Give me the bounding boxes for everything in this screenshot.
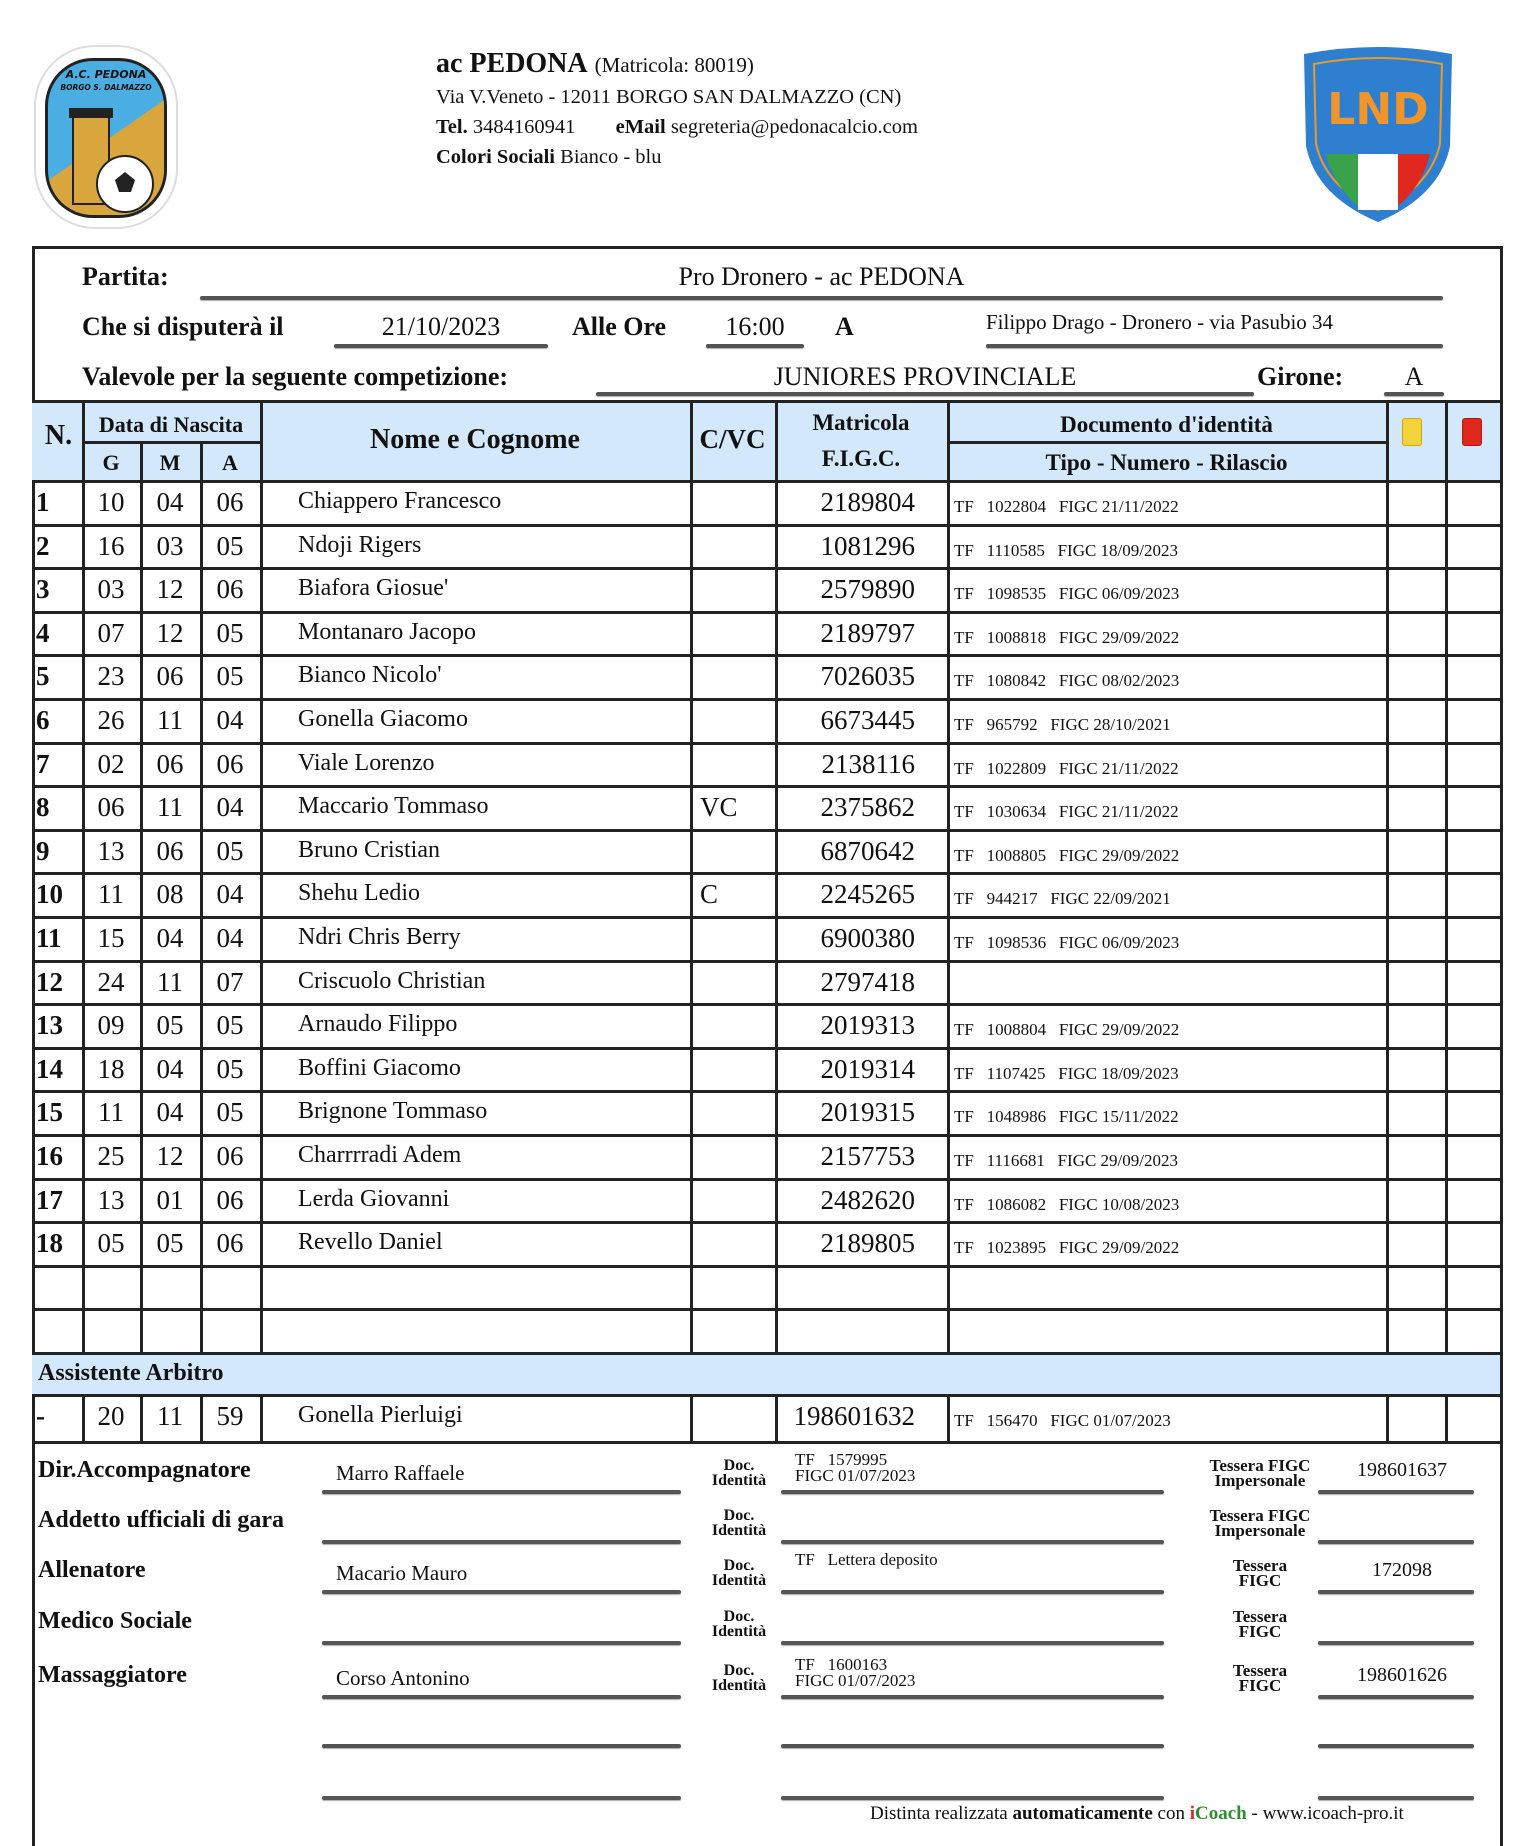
card-label-2: FIGC xyxy=(1238,1676,1282,1695)
birth-year[interactable]: 06 xyxy=(216,1184,244,1215)
birth-month[interactable]: 05 xyxy=(156,1010,184,1041)
player-number: 11 xyxy=(36,923,62,953)
grid-hline xyxy=(32,785,1503,788)
staff-card-underline xyxy=(1318,1695,1474,1699)
grid-hline xyxy=(32,1265,1503,1268)
staff-doc-line-1[interactable]: TF 1579995 xyxy=(795,1450,888,1469)
identity-document[interactable]: TF 1048986 FIGC 15/11/2022 xyxy=(954,1107,1179,1127)
grid-hline xyxy=(32,1221,1503,1224)
staff-card-underline xyxy=(1318,1540,1474,1544)
assistant-section-label: Assistente Arbitro xyxy=(38,1360,224,1386)
identity-document[interactable]: TF 1022804 FIGC 21/11/2022 xyxy=(954,497,1179,516)
player-number: 1 xyxy=(36,487,50,517)
staff-doc-line-2[interactable]: FIGC 01/07/2023 xyxy=(795,1671,916,1690)
grid-hline xyxy=(32,1178,1503,1181)
grid-hline xyxy=(32,1394,1503,1397)
th-matricola-2: F.I.G.C. xyxy=(821,446,901,471)
birth-month[interactable]: 04 xyxy=(156,1053,184,1084)
player-name[interactable]: Gonella Pierluigi xyxy=(298,1402,463,1428)
staff-card-underline xyxy=(1318,1641,1474,1645)
staff-doc-underline xyxy=(781,1540,1164,1544)
player-name[interactable]: Ndoji Rigers xyxy=(298,531,422,558)
identity-document[interactable]: TF 1080842 FIGC 08/02/2023 xyxy=(954,671,1180,691)
birth-year[interactable]: 06 xyxy=(216,487,244,517)
identity-document[interactable]: TF 1086082 FIGC 10/08/2023 xyxy=(954,1194,1180,1214)
birth-month[interactable]: 04 xyxy=(156,1097,184,1128)
staff-doc-underline xyxy=(781,1490,1164,1494)
partita-underline xyxy=(200,296,1443,300)
time-label: Alle Ore xyxy=(572,312,667,341)
venue-label: A xyxy=(835,312,854,341)
birth-year[interactable]: 04 xyxy=(216,879,244,910)
th-month: M xyxy=(159,450,181,475)
partita-value[interactable]: Pro Dronero - ac PEDONA xyxy=(678,262,965,291)
birth-day[interactable]: 06 xyxy=(97,792,125,823)
grid-hline xyxy=(32,1441,1503,1444)
birth-month[interactable]: 11 xyxy=(157,1401,183,1431)
player-name[interactable]: Charrrradi Adem xyxy=(298,1142,462,1168)
card-label-1: Tessera FIGC xyxy=(1209,1456,1311,1475)
club-matricola: (Matricola: 80019) xyxy=(594,53,754,77)
birth-month[interactable]: 06 xyxy=(156,835,184,866)
date-value[interactable]: 21/10/2023 xyxy=(381,312,501,341)
th-doc-2: Tipo - Numero - Rilascio xyxy=(1045,450,1288,475)
birth-year[interactable]: 06 xyxy=(216,1141,244,1171)
birth-day[interactable]: 16 xyxy=(97,530,125,561)
blank-doc-underline[interactable] xyxy=(781,1796,1164,1800)
footer-text-1: Distinta realizzata xyxy=(870,1803,1013,1824)
figc-matricola[interactable]: 2482620 xyxy=(820,1184,915,1215)
birth-month[interactable]: 01 xyxy=(156,1184,184,1215)
th-day: G xyxy=(102,450,120,475)
grid-vline xyxy=(1386,1394,1389,1441)
grid-vline xyxy=(1386,400,1389,1352)
staff-doc-underline xyxy=(781,1695,1164,1699)
club-contacts xyxy=(436,114,918,140)
birth-day[interactable]: 25 xyxy=(97,1141,125,1171)
figc-matricola[interactable]: 2189805 xyxy=(820,1228,915,1259)
club-address: Via V.Veneto - 12011 BORGO SAN DALMAZZO (CN) xyxy=(436,86,902,108)
player-name[interactable]: Viale Lorenzo xyxy=(298,749,435,776)
svg-text:LND: LND xyxy=(1327,84,1429,135)
grid-hline xyxy=(32,1047,1503,1050)
player-name[interactable]: Brignone Tommaso xyxy=(298,1098,488,1125)
birth-year[interactable]: 04 xyxy=(216,923,244,953)
grid-vline xyxy=(690,1394,693,1441)
grid-hline xyxy=(32,742,1503,745)
birth-day[interactable]: 18 xyxy=(97,1053,125,1084)
identity-document[interactable]: TF 1008804 FIGC 29/09/2022 xyxy=(954,1020,1180,1040)
assistant-band-bg xyxy=(32,1352,1500,1394)
staff-doc-line-1[interactable]: TF Lettera deposito xyxy=(795,1550,938,1569)
card-label-1: Tessera xyxy=(1232,1556,1288,1575)
staff-name-underline xyxy=(322,1540,681,1544)
colors-label: Colori Sociali xyxy=(436,146,556,168)
player-name[interactable]: Maccario Tommaso xyxy=(298,793,489,820)
doc-label-2: Identità xyxy=(711,1472,767,1489)
birth-year[interactable]: 05 xyxy=(216,1053,244,1084)
identity-document[interactable]: TF 1098535 FIGC 06/09/2023 xyxy=(954,584,1180,604)
identity-document[interactable]: TF 1110585 FIGC 18/09/2023 xyxy=(954,540,1179,560)
icoach-brand-i: i xyxy=(1189,1803,1196,1824)
doc-label-1: Doc. xyxy=(723,1507,755,1524)
grid-hline xyxy=(32,400,1503,403)
venue-value[interactable]: Filippo Drago - Dronero - via Pasubio 34 xyxy=(986,310,1334,334)
staff-doc-line-1[interactable]: TF 1600163 xyxy=(795,1655,888,1674)
red-card-icon xyxy=(1462,418,1482,446)
grid-hline xyxy=(32,1352,1503,1355)
competition-label: Valevole per la seguente competizione: xyxy=(82,362,509,391)
grid-hline xyxy=(32,698,1503,701)
girone-label: Girone: xyxy=(1257,362,1344,391)
birth-day[interactable]: 26 xyxy=(97,705,125,735)
player-name[interactable]: Biafora Giosue' xyxy=(298,575,449,602)
figc-matricola[interactable]: 2019313 xyxy=(820,1010,915,1041)
grid-vline xyxy=(947,400,950,1352)
card-label-1: Tessera FIGC xyxy=(1209,1506,1311,1525)
player-number: 12 xyxy=(36,966,63,997)
birth-year[interactable]: 05 xyxy=(216,1097,244,1128)
doc-label-2: Identità xyxy=(711,1572,767,1589)
girone-underline xyxy=(1384,392,1444,396)
grid-hline xyxy=(32,872,1503,875)
identity-document[interactable]: TF 1116681 FIGC 29/09/2023 xyxy=(954,1151,1179,1170)
grid-vline xyxy=(1445,400,1448,1352)
birth-month[interactable]: 06 xyxy=(156,661,184,692)
blank-doc-underline[interactable] xyxy=(781,1744,1164,1748)
staff-name-underline xyxy=(322,1641,681,1645)
staff-role: Massaggiatore xyxy=(38,1662,187,1688)
figc-matricola[interactable]: 2245265 xyxy=(820,879,915,910)
staff-name-underline xyxy=(322,1490,681,1494)
doc-label-1: Doc. xyxy=(723,1662,755,1679)
date-underline xyxy=(334,344,548,348)
th-cvc: C/VC xyxy=(699,424,766,454)
footer-url[interactable]: - www.icoach-pro.it xyxy=(1246,1803,1404,1824)
svg-text:BORGO S. DALMAZZO: BORGO S. DALMAZZO xyxy=(60,83,152,92)
birth-month[interactable]: 04 xyxy=(156,487,184,517)
grid-hline xyxy=(947,441,1386,444)
card-label-2: FIGC xyxy=(1238,1571,1282,1590)
staff-name[interactable]: Corso Antonino xyxy=(336,1666,470,1690)
grid-hline xyxy=(32,916,1503,919)
figc-matricola[interactable]: 1081296 xyxy=(820,530,915,561)
staff-name-underline xyxy=(322,1590,681,1594)
identity-document[interactable]: TF 1008818 FIGC 29/09/2022 xyxy=(954,627,1180,647)
th-name: Nome e Cognome xyxy=(370,424,580,455)
staff-role: Medico Sociale xyxy=(38,1608,192,1634)
birth-month[interactable]: 04 xyxy=(156,923,184,953)
staff-card-number[interactable]: 198601626 xyxy=(1357,1664,1447,1686)
card-label-1: Tessera xyxy=(1232,1661,1288,1680)
time-underline xyxy=(706,344,804,348)
birth-month[interactable]: 12 xyxy=(156,574,184,605)
figc-matricola[interactable]: 2797418 xyxy=(820,966,915,997)
birth-month[interactable]: 11 xyxy=(157,705,183,735)
player-name[interactable]: Montanaro Jacopo xyxy=(298,618,476,645)
birth-day[interactable]: 07 xyxy=(97,617,125,648)
staff-card-underline xyxy=(1318,1490,1474,1494)
grid-hline xyxy=(32,567,1503,570)
player-number: - xyxy=(36,1401,45,1431)
staff-doc-underline xyxy=(781,1641,1164,1645)
birth-day[interactable]: 24 xyxy=(97,966,125,997)
identity-document[interactable]: TF 1023895 FIGC 29/09/2022 xyxy=(954,1238,1180,1258)
player-number: 14 xyxy=(36,1053,63,1084)
player-number: 2 xyxy=(36,530,50,561)
icoach-brand-coach: Coach xyxy=(1195,1803,1247,1824)
birth-year[interactable]: 59 xyxy=(216,1401,244,1431)
player-name[interactable]: Arnaudo Filippo xyxy=(298,1011,458,1038)
birth-year[interactable]: 06 xyxy=(216,574,244,605)
grid-hline xyxy=(32,1090,1503,1093)
figc-matricola[interactable]: 2019314 xyxy=(820,1053,915,1084)
club-colors xyxy=(436,144,661,170)
tel-label: Tel. xyxy=(436,116,468,138)
th-birth: Data di Nascita xyxy=(98,412,244,437)
identity-document[interactable]: TF 156470 FIGC 01/07/2023 xyxy=(954,1411,1171,1430)
birth-year[interactable]: 05 xyxy=(216,661,244,692)
player-name[interactable]: Gonella Giacomo xyxy=(298,706,468,732)
card-label-2: Impersonale xyxy=(1214,1471,1306,1490)
player-number: 7 xyxy=(36,748,50,779)
staff-doc-underline xyxy=(781,1590,1164,1594)
birth-year[interactable]: 07 xyxy=(216,966,244,997)
figc-matricola[interactable]: 2189804 xyxy=(820,487,915,517)
yellow-card-icon xyxy=(1402,418,1422,446)
figc-matricola[interactable]: 2189797 xyxy=(820,617,915,648)
player-name[interactable]: Bruno Cristian xyxy=(298,836,440,863)
doc-label-2: Identità xyxy=(711,1623,767,1640)
birth-year[interactable]: 06 xyxy=(216,748,244,779)
birth-day[interactable]: 11 xyxy=(98,879,124,910)
birth-year[interactable]: 04 xyxy=(216,705,244,735)
birth-day[interactable]: 13 xyxy=(97,835,125,866)
player-number: 5 xyxy=(36,661,50,692)
birth-day[interactable]: 15 xyxy=(97,923,125,953)
birth-day[interactable]: 09 xyxy=(97,1010,125,1041)
birth-year[interactable]: 05 xyxy=(216,530,244,561)
grid-hline xyxy=(32,829,1503,832)
birth-month[interactable]: 05 xyxy=(156,1228,184,1259)
player-number: 3 xyxy=(36,574,50,605)
figc-matricola[interactable]: 198601632 xyxy=(793,1401,915,1431)
card-label-2: Impersonale xyxy=(1214,1521,1306,1540)
birth-month[interactable]: 12 xyxy=(156,1141,184,1171)
player-name[interactable]: Lerda Giovanni xyxy=(298,1185,450,1212)
birth-year[interactable]: 05 xyxy=(216,835,244,866)
player-number: 6 xyxy=(36,705,50,735)
player-number: 9 xyxy=(36,835,50,866)
grid-hline xyxy=(32,1134,1503,1137)
grid-hline xyxy=(82,441,260,444)
birth-year[interactable]: 06 xyxy=(216,1228,244,1259)
staff-name-underline xyxy=(322,1695,681,1699)
staff-role: Addetto ufficiali di gara xyxy=(38,1507,284,1533)
doc-label-2: Identità xyxy=(711,1522,767,1539)
grid-vline xyxy=(1445,1394,1448,1441)
birth-year[interactable]: 05 xyxy=(216,617,244,648)
card-label-1: Tessera xyxy=(1232,1607,1288,1626)
email-value: segreteria@pedonacalcio.com xyxy=(670,116,918,138)
email-label: eMail xyxy=(615,116,666,138)
staff-role: Dir.Accompagnatore xyxy=(38,1457,251,1483)
doc-label-1: Doc. xyxy=(723,1608,755,1625)
staff-role: Allenatore xyxy=(38,1557,146,1583)
player-number: 4 xyxy=(36,617,50,648)
player-number: 17 xyxy=(36,1184,63,1215)
girone-value[interactable]: A xyxy=(1404,362,1424,391)
blank-card-underline[interactable] xyxy=(1318,1796,1474,1800)
figc-matricola[interactable]: 2138116 xyxy=(821,748,915,779)
blank-name-underline[interactable] xyxy=(322,1796,681,1800)
tel-value: 3484160941 xyxy=(472,116,576,138)
birth-day[interactable]: 11 xyxy=(98,1097,124,1128)
player-number: 16 xyxy=(36,1141,63,1171)
grid-vline xyxy=(690,400,693,1352)
staff-card-underline xyxy=(1318,1590,1474,1594)
doc-label-2: Identità xyxy=(711,1677,767,1694)
th-doc-1: Documento d'identità xyxy=(1060,412,1273,437)
footer-text-bold: automaticamente xyxy=(1012,1803,1153,1824)
competition-underline xyxy=(596,392,1254,396)
birth-day[interactable]: 23 xyxy=(97,661,125,692)
identity-document[interactable]: TF 1008805 FIGC 29/09/2022 xyxy=(954,845,1180,865)
doc-label-1: Doc. xyxy=(723,1457,755,1474)
identity-document[interactable]: TF 965792 FIGC 28/10/2021 xyxy=(954,715,1171,734)
club-name: ac PEDONA xyxy=(436,48,588,79)
birth-year[interactable]: 05 xyxy=(216,1010,244,1041)
identity-document[interactable]: TF 1022809 FIGC 21/11/2022 xyxy=(954,758,1179,778)
player-number: 15 xyxy=(36,1097,63,1128)
staff-card-number[interactable]: 198601637 xyxy=(1357,1459,1447,1481)
figc-matricola[interactable]: 2375862 xyxy=(820,792,915,823)
grid-hline xyxy=(32,524,1503,527)
grid-hline xyxy=(32,1003,1503,1006)
captain-mark[interactable]: C xyxy=(700,879,719,910)
player-name[interactable]: Ndri Chris Berry xyxy=(298,924,461,950)
th-year: A xyxy=(222,450,238,475)
figc-matricola[interactable]: 2579890 xyxy=(820,574,915,605)
staff-name[interactable]: Macario Mauro xyxy=(336,1561,468,1585)
identity-document[interactable]: TF 1098536 FIGC 06/09/2023 xyxy=(954,933,1180,952)
th-number: N. xyxy=(44,420,73,451)
player-name[interactable]: Revello Daniel xyxy=(298,1229,443,1256)
birth-day[interactable]: 20 xyxy=(97,1401,125,1431)
venue-underline xyxy=(986,344,1443,348)
lnd-logo xyxy=(1300,46,1456,222)
birth-day[interactable]: 13 xyxy=(97,1184,125,1215)
player-name[interactable]: Criscuolo Christian xyxy=(298,967,486,994)
birth-month[interactable]: 11 xyxy=(157,792,183,823)
club-name-line xyxy=(436,48,754,81)
birth-month[interactable]: 06 xyxy=(156,748,184,779)
player-name[interactable]: Boffini Giacomo xyxy=(298,1054,461,1081)
player-number: 13 xyxy=(36,1010,63,1041)
birth-day[interactable]: 02 xyxy=(97,748,125,779)
th-matricola-1: Matricola xyxy=(812,410,910,435)
grid-hline xyxy=(32,480,1503,483)
staff-name[interactable]: Marro Raffaele xyxy=(336,1461,465,1485)
grid-vline xyxy=(260,400,263,1352)
identity-document[interactable]: TF 944217 FIGC 22/09/2021 xyxy=(954,889,1171,909)
club-logo xyxy=(33,44,179,230)
birth-month[interactable]: 11 xyxy=(157,966,183,997)
player-name[interactable]: Chiappero Francesco xyxy=(298,488,502,514)
time-value[interactable]: 16:00 xyxy=(725,312,785,341)
colors-value: Bianco - blu xyxy=(560,146,662,168)
grid-vline xyxy=(947,1394,950,1441)
identity-document[interactable]: TF 1030634 FIGC 21/11/2022 xyxy=(954,802,1179,822)
date-label: Che si disputerà il xyxy=(82,312,284,341)
doc-label-1: Doc. xyxy=(723,1557,755,1574)
birth-day[interactable]: 10 xyxy=(97,487,125,517)
footer-text-2: con xyxy=(1152,1803,1190,1824)
figc-matricola[interactable]: 6870642 xyxy=(820,835,915,866)
staff-doc-line-2[interactable]: FIGC 01/07/2023 xyxy=(795,1466,916,1485)
staff-card-number[interactable]: 172098 xyxy=(1372,1559,1432,1581)
blank-name-underline[interactable] xyxy=(322,1744,681,1748)
grid-hline xyxy=(32,960,1503,963)
figc-matricola[interactable]: 6673445 xyxy=(820,705,915,735)
birth-month[interactable]: 08 xyxy=(156,879,184,910)
birth-day[interactable]: 03 xyxy=(97,574,125,605)
player-number: 8 xyxy=(36,792,50,823)
grid-vline xyxy=(260,1394,263,1441)
svg-text:A.C. PEDONA: A.C. PEDONA xyxy=(65,68,147,81)
grid-hline xyxy=(32,1308,1503,1311)
player-number: 18 xyxy=(36,1228,63,1259)
card-label-2: FIGC xyxy=(1238,1622,1282,1641)
birth-month[interactable]: 03 xyxy=(156,530,184,561)
competition-value[interactable]: JUNIORES PROVINCIALE xyxy=(773,362,1077,391)
player-name[interactable]: Shehu Ledio xyxy=(298,880,420,907)
figc-matricola[interactable]: 2019315 xyxy=(820,1097,915,1128)
grid-hline xyxy=(32,611,1503,614)
blank-card-underline[interactable] xyxy=(1318,1744,1474,1748)
grid-hline xyxy=(32,654,1503,657)
identity-document[interactable]: TF 1107425 FIGC 18/09/2023 xyxy=(954,1063,1179,1083)
birth-month[interactable]: 12 xyxy=(156,617,184,648)
player-number: 10 xyxy=(36,879,63,910)
captain-mark[interactable]: VC xyxy=(700,792,738,823)
figc-matricola[interactable]: 7026035 xyxy=(820,661,915,692)
figc-matricola[interactable]: 6900380 xyxy=(820,923,915,953)
figc-matricola[interactable]: 2157753 xyxy=(820,1141,915,1171)
player-name[interactable]: Bianco Nicolo' xyxy=(298,662,442,689)
birth-year[interactable]: 04 xyxy=(216,792,244,823)
birth-day[interactable]: 05 xyxy=(97,1228,125,1259)
partita-label: Partita: xyxy=(82,262,169,291)
